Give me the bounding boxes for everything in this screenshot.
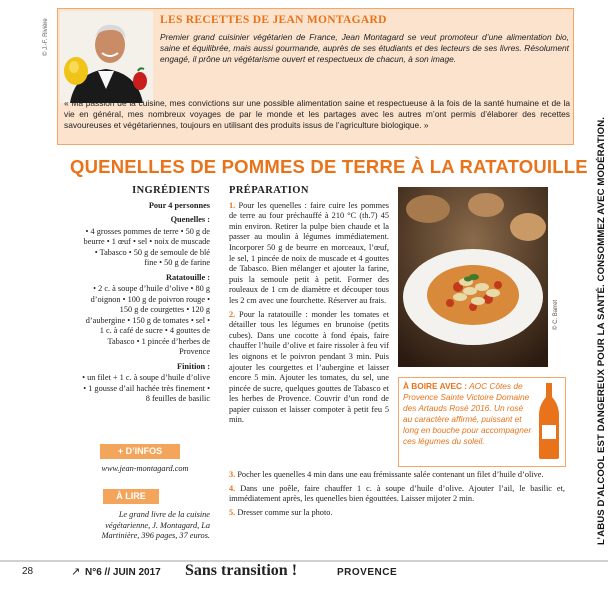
preparation-heading: PRÉPARATION (229, 185, 309, 196)
alcohol-warning: L’ABUS D’ALCOOL EST DANGEREUX POUR LA SANTÉ. CONSOMMEZ AVEC MODÉRATION. (596, 117, 607, 545)
chef-intro-text: Premier grand cuisinier végétarien de France, Jean Montagard se veut promoteur d’une alimentation bio, saine et équilibrée, mais aussi gourmande, auprès de ses étudiants et des lecteurs de ses livres. Résolument engagé, il prône un végétarisme ouvert et respectueux de chacun, à son image. (160, 32, 569, 64)
chef-quote: « Ma passion de la cuisine, mes convictions sur une possible alimentation saine et respectueuse à la fois de la santé humaine et de la vie en général, mes nombreux voyages de par le monde et les partages avec les autres m’ont permis d’élaborer des recettes savoureuses et végétariennes, toujours en utilisant des produits issus de l’agriculture biologique. » (64, 98, 570, 130)
preparation-continued (229, 470, 565, 521)
a-lire-tag: À LIRE (103, 489, 159, 504)
finition-label: Finition : (177, 361, 210, 371)
ratatouille-label: Ratatouille : (165, 272, 210, 282)
chef-photo-credit: © J.-F. Rivière (43, 18, 49, 56)
website-link[interactable]: www.jean-montagard.com (101, 464, 189, 473)
step-1: 1. Pour les quenelles : faire cuire les pommes de terre au four préchauffé à 210 °C (th.7) 45 min environ. Retirer la pulpe bien chaude et la passer au moulin à légumes immédiatement. Incorporer 50 g de beurre en morceaux, l’œuf, le sel, 1 pincée de noix de muscade et 4 gouttes de Tabasco. Bien mélanger et ajouter la farine, puis la semoule petit à petit. Former des rouleaux de 1 cm de diamètre et découper tous les 2 cm avec une fourchette. Réserver au frais. (229, 200, 389, 305)
arrow-icon: ↗ (71, 565, 81, 578)
servings: Pour 4 personnes (148, 200, 210, 210)
issue-info: N°6 // JUIN 2017 (85, 567, 161, 578)
dish-photo-credit: © C. Barret (553, 299, 559, 330)
wine-bottle-icon (536, 381, 562, 461)
wine-description: AOC Côtes de Provence Sainte Victoire Domaine des Artauds Rosé 2016. Un rosé au caractère affirmé, puissant et long en bouche pour accompagner ces légumes du soleil. (403, 381, 532, 446)
quenelles-label: Quenelles : (170, 215, 210, 224)
step-4: 4. Dans une poêle, faire chauffer 1 c. à soupe d’huile d’olive. Ajouter l’ail, le basilic et, immédiatement après, les quenelles bien égouttées. Laisser mijoter 2 min. (229, 483, 565, 504)
step-2: 2. Pour la ratatouille : monder les tomates et détailler tous les légumes en brunoise (petits cubes). Dans une cocotte à fond épais, faire chauffer l’huile d’olive et faire rissoler à feu vif les oignons et le poivron pendant 3 min. Puis ajouter les courgettes et l’aubergine et laisser encore 5 min. Ajouter les tomates, du sel, une pincée de sucre, quelques gouttes de Tabasco et les herbes de Provence. Couvrir d’un rond de papier cuisson et laisser compoter à petit feu 5 min. (229, 309, 389, 425)
recipe-title: QUENELLES DE POMMES DE TERRE À LA RATATOUILLE (70, 156, 588, 177)
chef-photo (60, 11, 153, 103)
preparation-column (229, 186, 389, 429)
finition-ingredients: • un filet + 1 c. à soupe d’huile d’olive • 1 gousse d’ail hachée très finement • 8 feuilles de basilic (82, 373, 210, 403)
column-title: LES RECETTES DE JEAN MONTAGARD (160, 14, 387, 26)
ingredients-column (80, 186, 210, 405)
footer-divider (0, 560, 608, 562)
ingredients-heading: INGRÉDIENTS (132, 185, 210, 196)
quenelles-ingredients: • 4 grosses pommes de terre • 50 g de beurre • 1 œuf • sel • noix de muscade • Tabasco • 50 g de semoule de blé fine • 50 g de farine (83, 226, 210, 267)
wine-pairing-text (403, 381, 533, 447)
dish-photo (398, 187, 548, 367)
page-number: 28 (22, 566, 34, 577)
infos-tag: + D’INFOS (100, 444, 180, 459)
book-reference: Le grand livre de la cuisine végétarienne, J. Montagard, La Martinière, 396 pages, 37 euros. (101, 510, 210, 540)
magazine-name: Sans transition ! (185, 562, 298, 579)
step-5: 5. Dresser comme sur la photo. (229, 507, 333, 517)
ratatouille-ingredients: • 2 c. à soupe d’huile d’olive • 80 g d’oignon • 100 g de poivron rouge • 150 g de courgettes • 120 g d’aubergine • 150 g de tomates • sel • 1 c. à café de sucre • 4 gouttes de Tabasco • 1 pincée d’herbes de Provence (85, 284, 210, 356)
wine-label: À BOIRE AVEC : (403, 381, 468, 391)
step-3: 3. Pocher les quenelles 4 min dans une eau frémissante salée contenant un filet d’huile d’olive. (229, 470, 544, 479)
section-name: PROVENCE (337, 567, 398, 578)
